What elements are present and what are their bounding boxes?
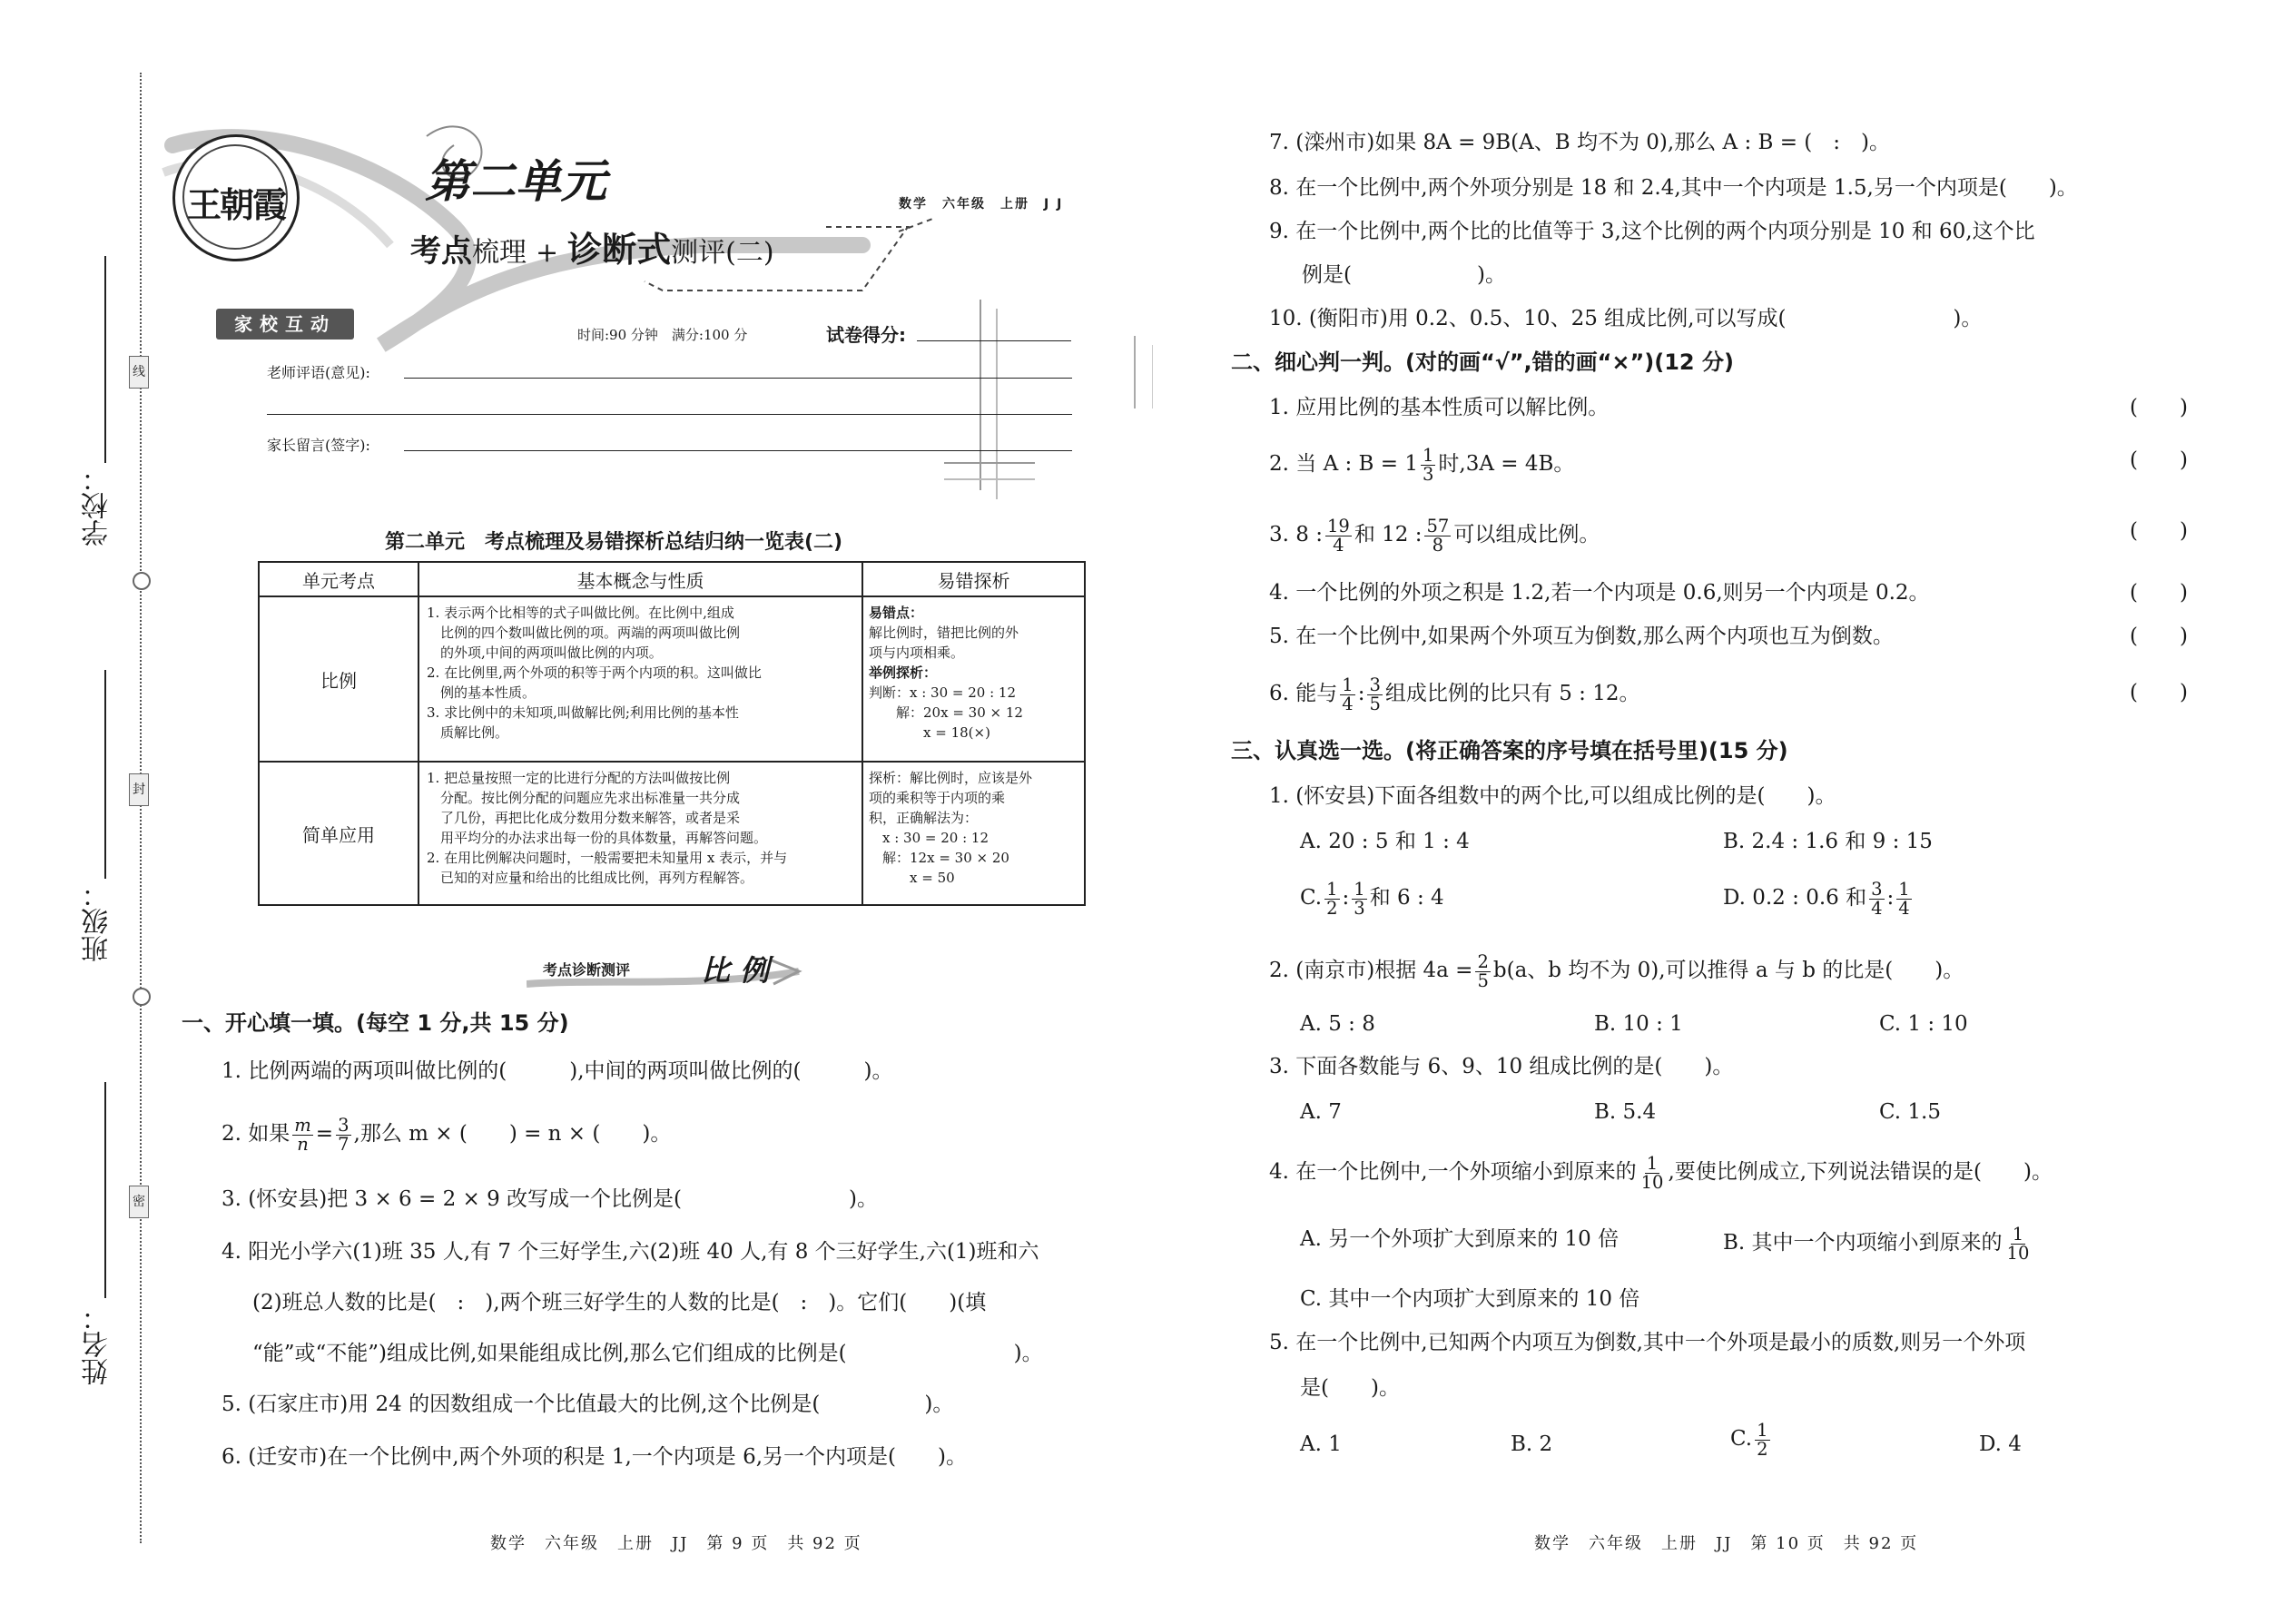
answer-paren-2-1[interactable]: ( ) [2130, 396, 2188, 419]
question-1-3: 3. (怀安县)把 3 × 6 = 2 × 9 改写成一个比例是( )。 [222, 1187, 878, 1211]
option-3-3-a: A. 7 [1300, 1100, 1342, 1124]
page-footer-right: 数学 六年级 上册 JJ 第 10 页 共 92 页 [1534, 1534, 1919, 1553]
answer-paren-2-4[interactable]: ( ) [2130, 581, 2188, 605]
frame-decoration [944, 191, 1162, 499]
score-underline [917, 340, 1071, 341]
question-2-3: 3. 8 : $\frac{19}{4}$ 和 12 : $\frac{57}{8}$ 可以组成比例。 [1269, 516, 1600, 556]
question-1-4-line1: 4. 阳光小学六(1)班 35 人,有 7 个三好学生,六(2)班 40 人,有 8 个三好学生,六(1)班和六 [222, 1240, 1039, 1264]
table-header-cell: 基本概念与性质 [418, 562, 862, 596]
option-3-5-b: B. 2 [1511, 1432, 1553, 1456]
binding-tag-line: 线 [129, 356, 149, 389]
option-3-1-c: C. $\frac{1}{2}$ : $\frac{1}{3}$ 和 6 : 4 [1300, 879, 1444, 919]
table-concept-cell: 1. 表示两个比相等的式子叫做比例。在比例中,组成 比例的四个数叫做比例的项。两端的两项叫做比例 的外项,中间的两项叫做比例的内项。 2. 在比例里,两个外项的积等于两个内项的积。这叫做比 例的基本性质。 3. 求比例中的未知项,叫做解比例;利用比例的基本性 质解比例。 [418, 596, 862, 762]
part2-title: 二、细心判一判。(对的画“√”,错的画“×”)(12 分) [1231, 349, 1734, 375]
question-1-10: 10. (衡阳市)用 0.2、0.5、10、25 组成比例,可以写成( )。 [1269, 307, 1983, 330]
option-3-3-b: B. 5.4 [1594, 1100, 1657, 1124]
question-2-1: 1. 应用比例的基本性质可以解比例。 [1269, 396, 1610, 419]
question-1-9-line1: 9. 在一个比例中,两个比的比值等于 3,这个比例的两个内项分别是 10 和 60,这个比 [1269, 220, 2035, 243]
table-category-cell: 简单应用 [259, 762, 418, 905]
answer-paren-2-3[interactable]: ( ) [2130, 519, 2188, 543]
binding-hole-mark [133, 572, 151, 590]
table-category-cell: 比例 [259, 596, 418, 762]
option-3-5-d: D. 4 [1979, 1432, 2022, 1456]
teacher-comment-line[interactable] [267, 414, 1072, 415]
question-3-5-line1: 5. 在一个比例中,已知两个内项互为倒数,其中一个外项是最小的质数,则另一个外项 [1269, 1331, 2026, 1354]
question-1-4-line3: “能”或“不能”)组成比例,如果能组成比例,那么它们组成的比例是( )。 [252, 1342, 1043, 1365]
question-2-4: 4. 一个比例的外项之积是 1.2,若一个内项是 0.6,则另一个内项是 0.2。 [1269, 581, 1930, 605]
table-concept-cell: 1. 把总量按照一定的比进行分配的方法叫做按比例 分配。按比例分配的问题应先求出标准量一共分成 了几份，再把比化成分数用分数来解答，或者是采 用平均分的办法求出每一份的具体数量，再解答问题。 2. 在用比例解决问题时，一般需要把未知量用 x 表示，并与 已知的对应量和给出的比组成比例，再列方程解答。 [418, 762, 862, 905]
home-school-badge: 家校互动 [216, 309, 354, 340]
option-3-5-a: A. 1 [1300, 1432, 1342, 1456]
question-1-4-line2: (2)班总人数的比是( : ),两个班三好学生的人数的比是( : )。它们( )(填 [252, 1291, 987, 1314]
option-3-4-b: B. 其中一个内项缩小到原来的 $\frac{1}{10}$ [1723, 1224, 2030, 1264]
teacher-comment-line[interactable] [404, 378, 1072, 379]
table-row [259, 762, 1085, 905]
option-3-2-b: B. 10 : 1 [1594, 1012, 1683, 1036]
table-header-row [259, 562, 1085, 596]
option-3-4-a: A. 另一个外项扩大到原来的 10 倍 [1300, 1227, 1620, 1251]
question-3-3: 3. 下面各数能与 6、9、10 组成比例的是( )。 [1269, 1055, 1734, 1078]
parent-comment-line[interactable] [404, 450, 1072, 451]
name-label: 姓名： [82, 1304, 113, 1385]
answer-paren-2-6[interactable]: ( ) [2130, 681, 2188, 704]
question-2-5: 5. 在一个比例中,如果两个外项互为倒数,那么两个内项也互为倒数。 [1269, 625, 1894, 648]
score-label: 试卷得分: [826, 324, 906, 346]
question-3-5-line2: 是( )。 [1300, 1376, 1400, 1400]
name-underline [104, 1082, 106, 1298]
unit-title: 第二单元 [425, 154, 606, 208]
summary-table [258, 561, 1086, 906]
option-3-1-d: D. 0.2 : 0.6 和 $\frac{3}{4}$ : $\frac{1}{4}$ [1723, 879, 1910, 919]
teacher-comment-label: 老师评语(意见): [267, 364, 370, 381]
logo-seal [172, 134, 300, 261]
option-3-5-c: C. $\frac{1}{2}$ [1730, 1420, 1768, 1460]
parent-comment-label: 家长留言(签字): [267, 437, 370, 454]
school-underline [104, 256, 106, 463]
question-1-9-line2: 例是( )。 [1302, 263, 1506, 287]
table-header-cell: 单元考点 [259, 562, 418, 596]
question-3-4: 4. 在一个比例中,一个外项缩小到原来的 $\frac{1}{10}$ ,要使比例成立,下列说法错误的是( )。 [1269, 1153, 2053, 1193]
table-error-cell: 探析：解比例时，应该是外 项的乘积等于内项的乘 积，正确解法为： x : 30 = 20 : 12 解：12x = 30 × 20 x = 50 [862, 762, 1085, 905]
school-label: 学校： [82, 465, 113, 546]
answer-paren-2-2[interactable]: ( ) [2130, 448, 2188, 472]
question-1-1: 1. 比例两端的两项叫做比例的( ),中间的两项叫做比例的( )。 [222, 1059, 893, 1083]
question-1-6: 6. (迁安市)在一个比例中,两个外项的积是 1,一个内项是 6,另一个内项是( )。 [222, 1445, 967, 1469]
question-2-2: 2. 当 A : B = 1 $\frac{1}{3}$ 时,3A = 4B。 [1269, 445, 1575, 485]
question-1-5: 5. (石家庄市)用 24 的因数组成一个比值最大的比例,这个比例是( )。 [222, 1393, 954, 1416]
binding-hole-mark [133, 988, 151, 1006]
book-tag: 数学 六年级 上册 J J [899, 197, 1064, 212]
option-3-1-a: A. 20 : 5 和 1 : 4 [1300, 830, 1470, 853]
option-3-3-c: C. 1.5 [1879, 1100, 1941, 1124]
part3-title: 三、认真选一选。(将正确答案的序号填在括号里)(15 分) [1231, 738, 1788, 763]
binding-tag-secret: 密 [129, 1186, 149, 1218]
class-underline [104, 670, 106, 879]
logo-text: 王朝霞 [186, 184, 285, 225]
part1-title: 一、开心填一填。(每空 1 分,共 15 分) [182, 1010, 569, 1036]
table-error-cell: 易错点： 解比例时，错把比例的外 项与内项相乘。 举例探析： 判断：x : 30 = 20 : 12 解：20x = 30 × 12 x = 18(×) [862, 596, 1085, 762]
question-2-6: 6. 能与 $\frac{1}{4}$ : $\frac{3}{5}$ 组成比例的比只有 5 : 12。 [1269, 674, 1640, 714]
option-3-4-c: C. 其中一个内项扩大到原来的 10 倍 [1300, 1287, 1640, 1311]
answer-paren-2-5[interactable]: ( ) [2130, 625, 2188, 648]
question-1-8: 8. 在一个比例中,两个外项分别是 18 和 2.4,其中一个内项是 1.5,另一个内项是( )。 [1269, 176, 2078, 200]
binding-tag-seal: 封 [129, 773, 149, 806]
question-3-1: 1. (怀安县)下面各组数中的两个比,可以组成比例的是( )。 [1269, 784, 1836, 808]
time-info: 时间:90 分钟 满分:100 分 [577, 327, 748, 343]
class-label: 班级： [82, 881, 113, 962]
question-1-2: 2. 如果 $\frac{m}{n}$ = $\frac{3}{7}$ ,那么 m × ( ) = n × ( )。 [222, 1115, 672, 1155]
option-3-2-a: A. 5 : 8 [1300, 1012, 1375, 1036]
section-banner-title: 比 例 [701, 953, 770, 988]
question-1-7: 7. (滦州市)如果 8A = 9B(A、B 均不为 0),那么 A : B = ( : )。 [1269, 131, 1890, 154]
option-3-2-c: C. 1 : 10 [1879, 1012, 1968, 1036]
binding-dotted-line [140, 73, 142, 1543]
table-header-cell: 易错探析 [862, 562, 1085, 596]
summary-title: 第二单元 考点梳理及易错探析总结归纳一览表(二) [385, 531, 843, 554]
table-row [259, 596, 1085, 762]
section-banner-label: 考点诊断测评 [543, 961, 631, 979]
page-footer-left: 数学 六年级 上册 JJ 第 9 页 共 92 页 [490, 1534, 862, 1553]
question-3-2: 2. (南京市)根据 4a = $\frac{2}{5}$ b(a、b 均不为 0),可以推得 a 与 b 的比是( )。 [1269, 951, 1964, 991]
option-3-1-b: B. 2.4 : 1.6 和 9 : 15 [1723, 830, 1933, 853]
sub-title: 考点梳理 + 诊断式测评(二) [410, 229, 774, 270]
